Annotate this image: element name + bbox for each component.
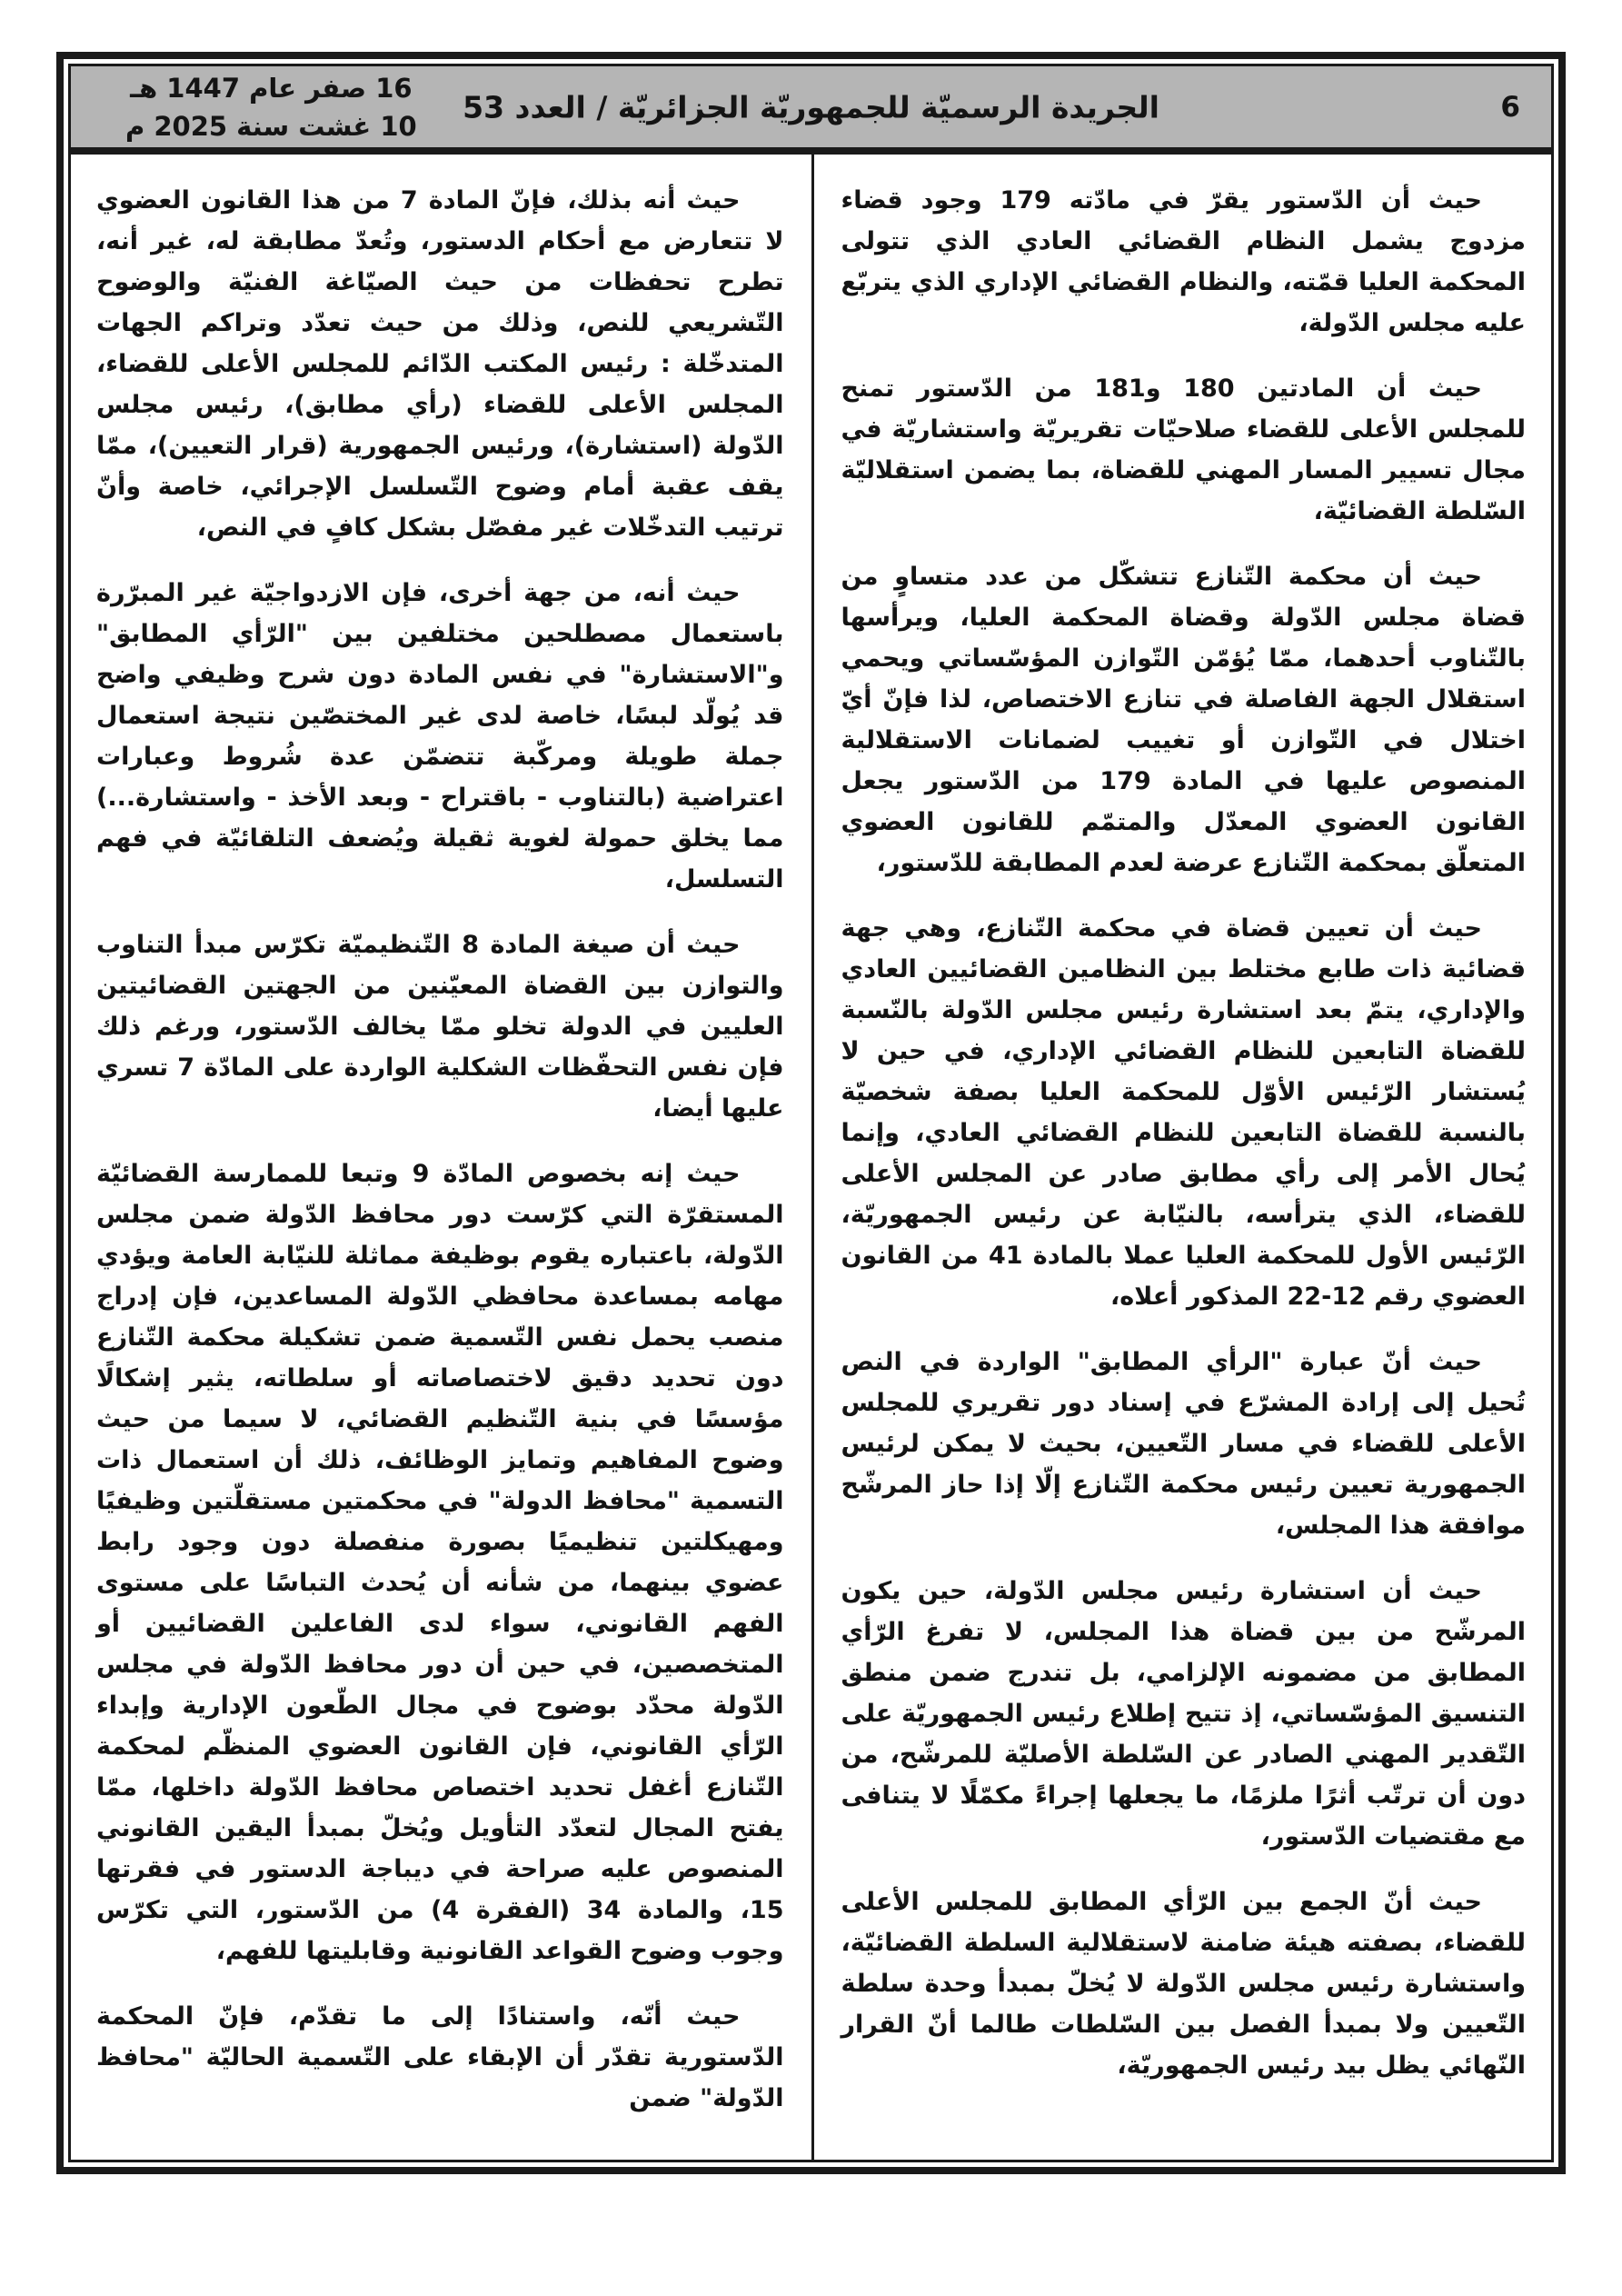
right-column	[811, 155, 1552, 2160]
paragraph: حيث أنّ عبارة "الرأي المطابق" الواردة في النص تُحيل إلى إرادة المشرّع في إسناد دور تقريري للمجلس الأعلى للقضاء في مسار التّعيين، بحيث لا يمكن لرئيس الجمهورية تعيين رئيس محكمة التّنازع إلّا إذا حاز المرشّح موافقة هذا المجلس،	[841, 1348, 1526, 1540]
page-number: 6	[1500, 90, 1520, 124]
paragraph: حيث أن صيغة المادة 8 التّنظيميّة تكرّس مبدأ التناوب والتوازن بين القضاة المعيّنين من الجهتين القضائيتين العليين في الدولة تخلو ممّا يخالف الدّستور، ورغم ذلك فإن نفس التحفّظات الشكلية الواردة على المادّة 7 تسري عليها أيضا،	[96, 931, 784, 1123]
hijri-date: 16 صفر عام 1447 هـ	[130, 72, 413, 104]
paragraph: حيث أنّ الجمع بين الرّأي المطابق للمجلس الأعلى للقضاء، بصفته هيئة ضامنة لاستقلالية السلطة القضائيّة، واستشارة رئيس مجلس الدّولة لا يُخلّ بمبدأ وحدة سلطة التّعيين ولا بمبدأ الفصل بين السّلطات طالما أنّ القرار النّهائي يظل بيد رئيس الجمهوريّة،	[841, 1888, 1526, 2080]
gregorian-date: 10 غشت سنة 2025 م	[125, 110, 417, 142]
paragraph: حيث أن استشارة رئيس مجلس الدّولة، حين يكون المرشّح من بين قضاة هذا المجلس، لا تفرغ الرّأي المطابق من مضمونه الإلزامي، بل تندرج ضمن منطق التنسيق المؤسّساتي، إذ تتيح إطلاع رئيس الجمهوريّة على التّقدير المهني الصادر عن السّلطة الأصليّة للمرشّح، من دون أن ترتّب أثرًا ملزمًا، ما يجعلها إجراءً مكمّلًا لا يتنافى مع مقتضيات الدّستور،	[841, 1577, 1526, 1851]
issue-dates	[125, 69, 417, 145]
paragraph: حيث إنه بخصوص المادّة 9 وتبعا للممارسة القضائيّة المستقرّة التي كرّست دور محافظ الدّولة ضمن مجلس الدّولة، باعتباره يقوم بوظيفة مماثلة للنيّابة العامة ويؤدي مهامه بمساعدة محافظي الدّولة المساعدين، فإن إدراج منصب يحمل نفس التّسمية ضمن تشكيلة محكمة التّنازع دون تحديد دقيق لاختصاصاته أو سلطاته، يثير إشكالًا مؤسسًا في بنية التّنظيم القضائي، لا سيما من حيث وضوح المفاهيم وتمايز الوظائف، ذلك أن استعمال ذات التسمية "محافظ الدولة" في محكمتين مستقلّتين وظيفيًا ومهيكلتين تنظيميًا بصورة منفصلة دون وجود رابط عضوي بينهما، من شأنه أن يُحدث التباسًا على مستوى الفهم القانوني، سواء لدى الفاعلين القضائيين أو المتخصصين، في حين أن دور محافظ الدّولة في مجلس الدّولة محدّد بوضوح في مجال الطّعون الإدارية وإبداء الرّأي القانوني، فإن القانون العضوي المنظّم لمحكمة التّنازع أغفل تحديد اختصاص محافظ الدّولة داخلها، ممّا يفتح المجال لتعدّد التأويل ويُخلّ بمبدأ اليقين القانوني المنصوص عليه صراحة في ديباجة الدستور في فقرتها 15، والمادة 34 (الفقرة 4) من الدّستور، التي تكرّس وجوب وضوح القواعد القانونية وقابليتها للفهم،	[96, 1160, 784, 1965]
paragraph: حيث أن محكمة التّنازع تتشكّل من عدد متساوٍ من قضاة مجلس الدّولة وقضاة المحكمة العليا، ويرأسها بالتّناوب أحدهما، ممّا يُؤمّن التّوازن المؤسّساتي ويحمي استقلال الجهة الفاصلة في تنازع الاختصاص، لذا فإنّ أيّ اختلال في التّوازن أو تغييب لضمانات الاستقلالية المنصوص عليها في المادة 179 من الدّستور يجعل القانون العضوي المعدّل والمتمّم للقانون العضوي المتعلّق بمحكمة التّنازع عرضة لعدم المطابقة للدّستور،	[841, 563, 1526, 877]
content-frame-inner	[68, 64, 1554, 2162]
paragraph: حيث أن الدّستور يقرّ في مادّته 179 وجود قضاء مزدوج يشمل النظام القضائي العادي الذي تتولى المحكمة العليا قمّته، والنظام القضائي الإداري الذي يتربّع عليه مجلس الدّولة،	[841, 186, 1526, 337]
paragraph: حيث أنّه، واستنادًا إلى ما تقدّم، فإنّ المحكمة الدّستورية تقدّر أن الإبقاء على التّسمية الحاليّة "محافظ الدّولة" ضمن	[96, 2002, 784, 2112]
header-bar	[71, 66, 1551, 155]
left-column	[71, 155, 811, 2160]
paragraph: حيث أنه، من جهة أخرى، فإن الازدواجيّة غير المبرّرة باستعمال مصطلحين مختلفين بين "الرّأي المطابق" و"الاستشارة" في نفس المادة دون شرح وظيفي واضح قد يُولّد لبسًا، خاصة لدى غير المختصّين نتيجة استعمال جملة طويلة ومركّبة تتضمّن عدة شُروط وعبارات اعتراضية (بالتناوب - باقتراح - وبعد الأخذ - واستشارة...) مما يخلق حمولة لغوية ثقيلة ويُضعف التلقائيّة في فهم التسلسل،	[96, 579, 784, 893]
paragraph: حيث أن تعيين قضاة في محكمة التّنازع، وهي جهة قضائية ذات طابع مختلط بين النظامين القضائيين العادي والإداري، يتمّ بعد استشارة رئيس مجلس الدّولة بالنّسبة للقضاة التابعين للنظام القضائي الإداري، في حين لا يُستشار الرّئيس الأوّل للمحكمة العليا بصفة شخصيّة بالنسبة للقضاة التابعين للنظام القضائي العادي، وإنما يُحال الأمر إلى رأي مطابق صادر عن المجلس الأعلى للقضاء، الذي يترأسه، بالنيّابة عن رئيس الجمهوريّة، الرّئيس الأول للمحكمة العليا عملا بالمادة 41 من القانون العضوي رقم 12-22 المذكور أعلاه،	[841, 914, 1526, 1311]
paragraph: حيث أنه بذلك، فإنّ المادة 7 من هذا القانون العضوي لا تتعارض مع أحكام الدستور، وتُعدّ مطابقة له، غير أنه، تطرح تحفظات من حيث الصيّاغة الفنيّة والوضوح التّشريعي للنص، وذلك من حيث تعدّد وتراكم الجهات المتدخّلة : رئيس المكتب الدّائم للمجلس الأعلى للقضاء، المجلس الأعلى للقضاء (رأي مطابق)، رئيس مجلس الدّولة (استشارة)، ورئيس الجمهورية (قرار التعيين)، ممّا يقف عقبة أمام وضوح التّسلسل الإجرائي، خاصة وأنّ ترتيب التدخّلات غير مفصّل بشكل كافٍ في النص،	[96, 186, 784, 542]
two-column-body	[71, 155, 1551, 2160]
paragraph: حيث أن المادتين 180 و181 من الدّستور تمنح للمجلس الأعلى للقضاء صلاحيّات تقريريّة واستشاريّة في مجال تسيير المسار المهني للقضاة، بما يضمن استقلاليّة السّلطة القضائيّة،	[841, 374, 1526, 525]
page-title: الجريدة الرسميّة للجمهوريّة الجزائريّة / العدد 53	[463, 89, 1159, 125]
content-frame	[56, 52, 1566, 2174]
